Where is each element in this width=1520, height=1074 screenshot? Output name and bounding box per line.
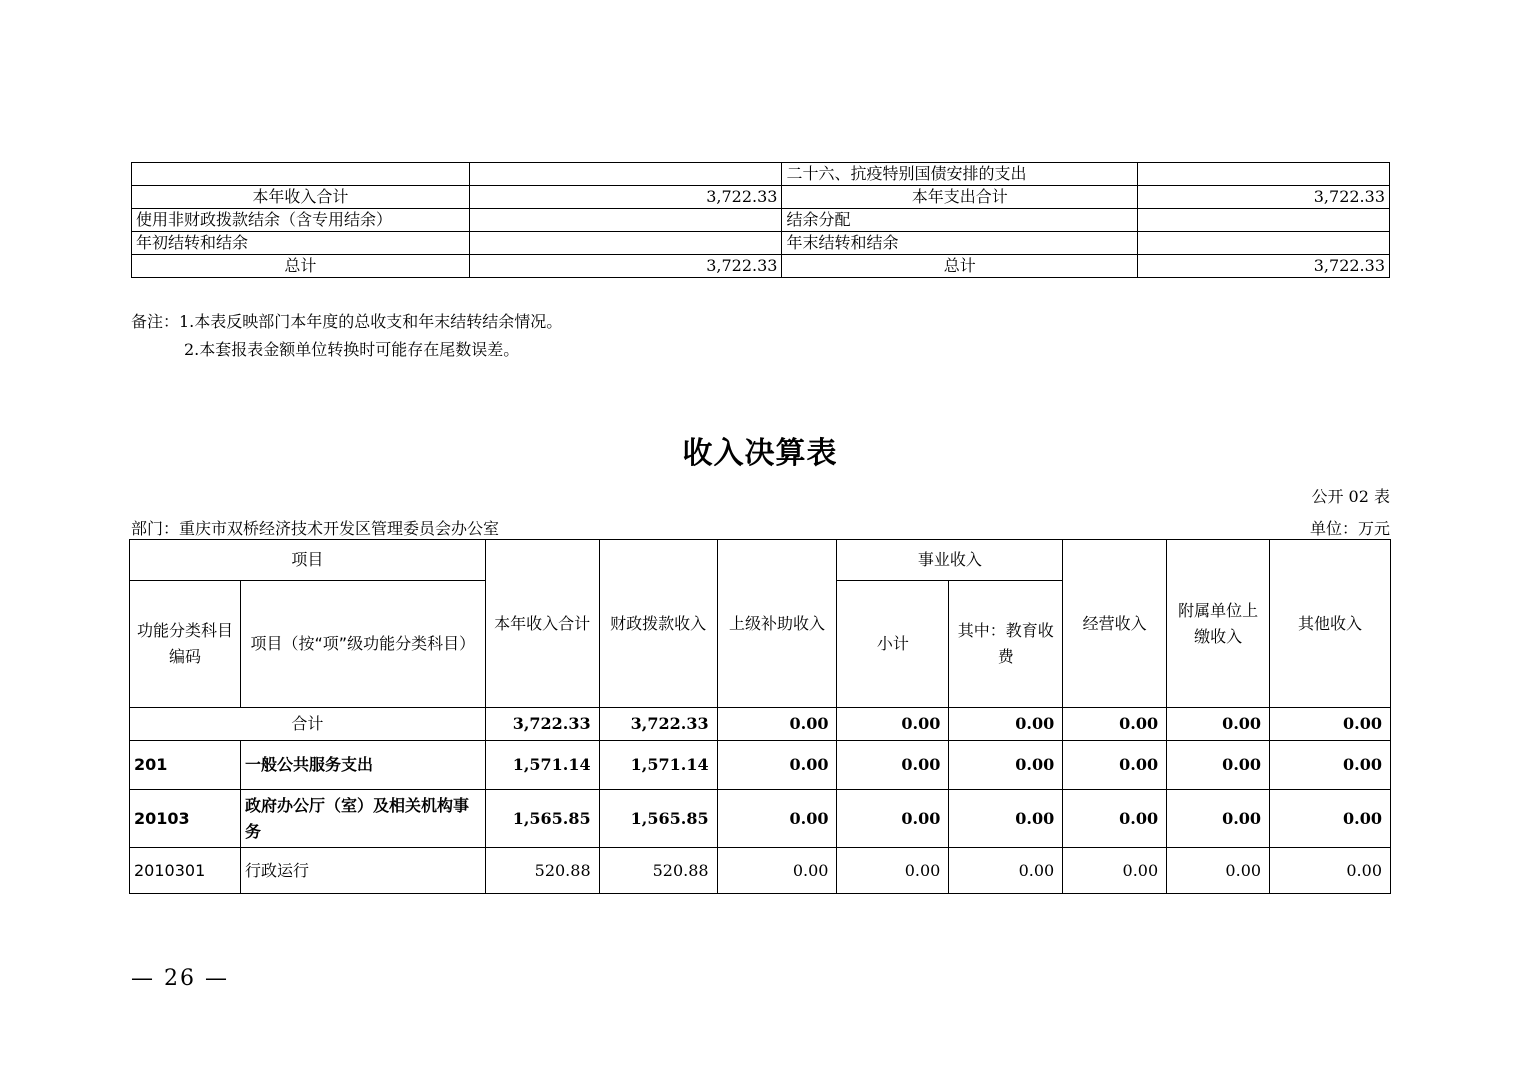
total-value: 3,722.33	[599, 708, 717, 741]
table-row	[130, 848, 1391, 894]
total-value: 0.00	[1063, 708, 1167, 741]
summary-right-value	[1138, 163, 1390, 186]
header-code: 功能分类科目编码	[130, 581, 241, 708]
summary-left-value: 3,722.33	[469, 255, 782, 278]
row-code: 201	[130, 741, 241, 790]
summary-right-label: 本年支出合计	[782, 186, 1138, 209]
row-value: 0.00	[1167, 848, 1270, 894]
header-other-income: 其他收入	[1270, 540, 1391, 708]
row-value: 1,565.85	[599, 790, 717, 848]
total-value: 0.00	[717, 708, 837, 741]
summary-right-value	[1138, 209, 1390, 232]
summary-table	[131, 162, 1390, 278]
table-row	[132, 186, 1390, 209]
row-value: 0.00	[837, 790, 949, 848]
income-table	[129, 539, 1391, 894]
total-value: 0.00	[837, 708, 949, 741]
header-subtotal: 小计	[837, 581, 949, 708]
page-number: — 26 —	[131, 966, 229, 991]
summary-right-label: 结余分配	[782, 209, 1138, 232]
summary-left-label: 年初结转和结余	[132, 232, 470, 255]
note-line-1: 备注：1.本表反映部门本年度的总收支和年末结转结余情况。	[131, 312, 563, 331]
row-value: 0.00	[1063, 848, 1167, 894]
summary-left-value: 3,722.33	[469, 186, 782, 209]
summary-left-label: 本年收入合计	[132, 186, 470, 209]
header-total-income: 本年收入合计	[485, 540, 599, 708]
summary-left-value	[469, 232, 782, 255]
header-fiscal-income: 财政拨款收入	[599, 540, 717, 708]
row-value: 0.00	[717, 741, 837, 790]
summary-right-value: 3,722.33	[1138, 255, 1390, 278]
page-title: 收入决算表	[682, 436, 838, 471]
row-value: 0.00	[1063, 790, 1167, 848]
row-value: 0.00	[1167, 741, 1270, 790]
note-line-2: 2.本套报表金额单位转换时可能存在尾数误差。	[184, 340, 520, 359]
summary-left-value	[469, 163, 782, 186]
summary-right-value: 3,722.33	[1138, 186, 1390, 209]
summary-left-label: 总计	[132, 255, 470, 278]
table-row	[132, 232, 1390, 255]
summary-left-label: 使用非财政拨款结余（含专用结余）	[132, 209, 470, 232]
summary-left-label	[132, 163, 470, 186]
row-value: 1,565.85	[485, 790, 599, 848]
total-value: 0.00	[1167, 708, 1270, 741]
total-row	[130, 708, 1391, 741]
row-name: 行政运行	[240, 848, 485, 894]
notes	[131, 308, 562, 364]
summary-right-label: 年末结转和结余	[782, 232, 1138, 255]
total-label: 合计	[130, 708, 486, 741]
header-item-name: 项目（按“项”级功能分类科目）	[240, 581, 485, 708]
row-value: 0.00	[1270, 848, 1391, 894]
row-value: 0.00	[837, 848, 949, 894]
table-row	[132, 209, 1390, 232]
header-row	[130, 540, 1391, 581]
row-name: 政府办公厅（室）及相关机构事务	[240, 790, 485, 848]
table-row	[130, 741, 1391, 790]
row-value: 0.00	[949, 741, 1063, 790]
row-value: 520.88	[485, 848, 599, 894]
table-row	[132, 163, 1390, 186]
row-code: 20103	[130, 790, 241, 848]
row-name: 一般公共服务支出	[240, 741, 485, 790]
header-business-income: 事业收入	[837, 540, 1063, 581]
row-value: 0.00	[1270, 790, 1391, 848]
total-value: 0.00	[949, 708, 1063, 741]
summary-right-value	[1138, 232, 1390, 255]
row-value: 0.00	[1063, 741, 1167, 790]
table-number: 公开 02 表	[1311, 487, 1390, 506]
row-value: 1,571.14	[485, 741, 599, 790]
row-value: 520.88	[599, 848, 717, 894]
row-value: 0.00	[949, 790, 1063, 848]
row-value: 0.00	[837, 741, 949, 790]
row-value: 0.00	[949, 848, 1063, 894]
header-operating-income: 经营收入	[1063, 540, 1167, 708]
header-superior-subsidy: 上级补助收入	[717, 540, 837, 708]
row-value: 0.00	[1270, 741, 1391, 790]
table-row	[130, 790, 1391, 848]
row-value: 1,571.14	[599, 741, 717, 790]
row-code: 2010301	[130, 848, 241, 894]
row-value: 0.00	[717, 848, 837, 894]
header-affiliated-income: 附属单位上缴收入	[1167, 540, 1270, 708]
summary-left-value	[469, 209, 782, 232]
summary-right-label: 二十六、抗疫特别国债安排的支出	[782, 163, 1138, 186]
total-value: 3,722.33	[485, 708, 599, 741]
header-education-fee: 其中：教育收费	[949, 581, 1063, 708]
summary-right-label: 总计	[782, 255, 1138, 278]
header-project: 项目	[130, 540, 486, 581]
total-value: 0.00	[1270, 708, 1391, 741]
row-value: 0.00	[717, 790, 837, 848]
department-label: 部门：重庆市双桥经济技术开发区管理委员会办公室	[131, 519, 500, 538]
unit-label: 单位：万元	[1309, 519, 1390, 538]
row-value: 0.00	[1167, 790, 1270, 848]
table-row	[132, 255, 1390, 278]
